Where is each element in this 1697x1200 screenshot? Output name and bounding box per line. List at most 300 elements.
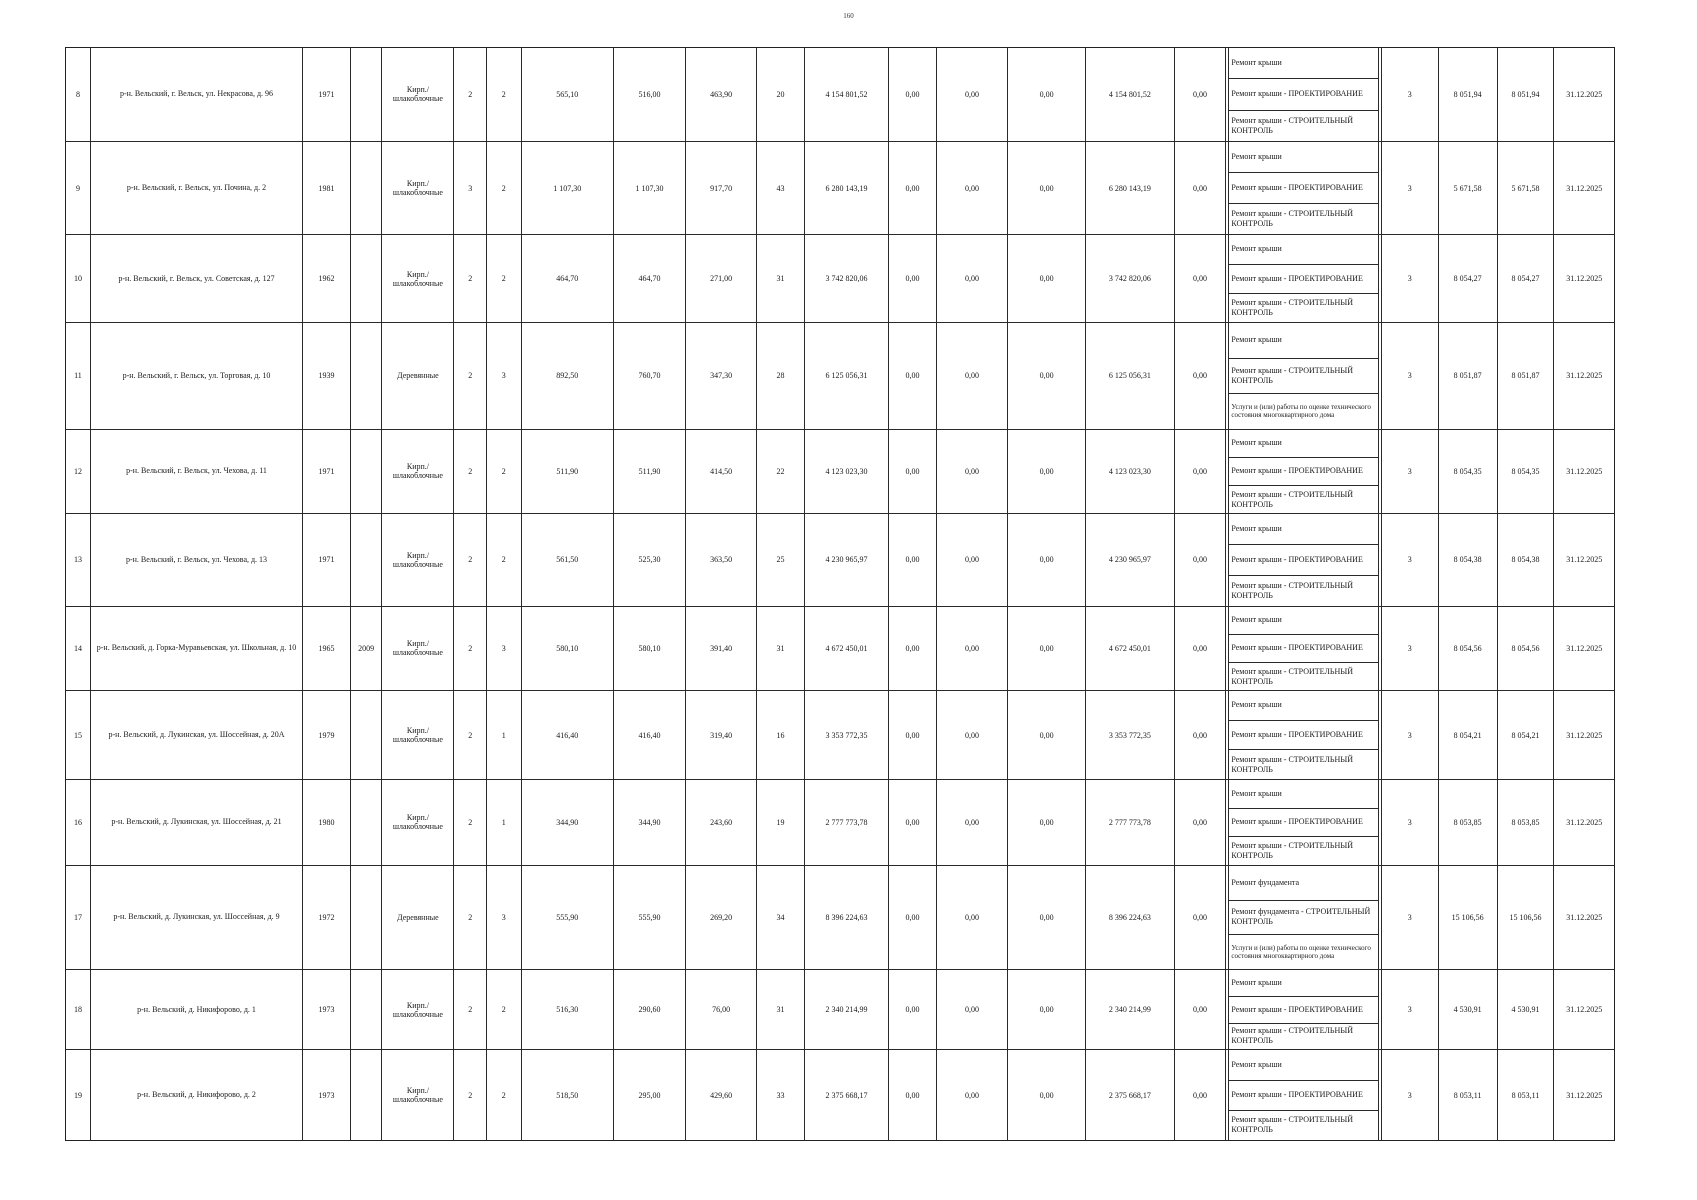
work-item: Ремонт крыши - ПРОЕКТИРОВАНИЕ [1229,173,1377,204]
total-cost-cell: 3 353 772,35 [804,691,888,780]
total-area-cell: 516,30 [521,970,613,1050]
unit-cost-cell: 8 054,56 [1438,606,1497,691]
unit-cost-cell: 8 053,11 [1438,1050,1497,1140]
entrances-cell: 3 [486,865,521,969]
fund-cost-cell: 0,00 [889,780,937,866]
unit-cost-cell: 8 051,94 [1438,48,1497,141]
works-cell [1226,1050,1381,1140]
address-cell: р-н. Вельский, д. Никифорово, д. 2 [90,1050,302,1140]
residential-area-cell: 295,00 [613,1050,685,1140]
work-item: Ремонт крыши - СТРОИТЕЛЬНЫЙ КОНТРОЛЬ [1231,841,1354,861]
local-budget-cell: 0,00 [1008,323,1086,430]
max-unit-cost-cell: 15 106,56 [1497,865,1554,969]
table-row [66,606,1614,691]
max-unit-cost-cell: 4 530,91 [1497,970,1554,1050]
residents-cell: 31 [757,606,805,691]
residents-cell: 19 [757,780,805,866]
total-cost-cell: 6 280 143,19 [804,141,888,234]
owners-funds-cell: 4 154 801,52 [1086,48,1174,141]
year-renovated-cell: 2009 [350,606,381,691]
residential-area-cell: 555,90 [613,865,685,969]
local-budget-cell: 0,00 [1008,48,1086,141]
fund-cost-cell: 0,00 [889,141,937,234]
priority-cell: 3 [1381,1050,1438,1140]
max-unit-cost-cell: 8 054,21 [1497,691,1554,780]
total-area-cell: 511,90 [521,429,613,514]
owners-funds-cell: 4 230 965,97 [1086,514,1174,606]
other-funds-cell: 0,00 [1174,970,1226,1050]
owned-area-cell: 243,60 [686,780,757,866]
residential-area-cell: 525,30 [613,514,685,606]
total-cost-cell: 4 154 801,52 [804,48,888,141]
residential-area-cell: 1 107,30 [613,141,685,234]
works-list [1228,866,1378,969]
row-number-cell: 17 [66,865,90,969]
total-area-cell: 416,40 [521,691,613,780]
deadline-cell: 31.12.2025 [1554,970,1614,1050]
entrances-cell: 2 [486,141,521,234]
other-funds-cell: 0,00 [1174,780,1226,866]
owned-area-cell: 319,40 [686,691,757,780]
residents-cell: 31 [757,235,805,323]
wall-material-cell: Кирп./ шлакоблочные [382,691,454,780]
max-unit-cost-cell: 8 054,56 [1497,606,1554,691]
year-built-cell: 1971 [303,429,351,514]
fund-cost-cell: 0,00 [889,970,937,1050]
entrances-cell: 2 [486,235,521,323]
year-built-cell: 1973 [303,970,351,1050]
table-row [66,865,1614,969]
deadline-cell: 31.12.2025 [1566,1090,1603,1100]
unit-cost-cell: 8 054,38 [1438,514,1497,606]
work-item: Ремонт крыши - ПРОЕКТИРОВАНИЕ [1229,809,1377,838]
residents-cell: 34 [757,865,805,969]
year-renovated-cell [350,141,381,234]
work-item: Ремонт фундамента [1229,866,1377,901]
other-funds-cell: 0,00 [1174,141,1226,234]
owners-funds-cell: 3 742 820,06 [1086,235,1174,323]
work-item: Ремонт крыши [1229,48,1377,79]
works-cell [1226,970,1381,1050]
owned-area-cell: 347,30 [686,323,757,430]
other-funds-cell: 0,00 [1174,606,1226,691]
deadline-cell: 31.12.2025 [1554,323,1614,430]
entrances-cell: 2 [486,48,521,141]
regional-budget-cell: 0,00 [936,780,1007,866]
deadline-cell: 31.12.2025 [1554,48,1614,141]
work-item: Ремонт крыши - СТРОИТЕЛЬНЫЙ КОНТРОЛЬ [1231,1115,1354,1135]
total-cost-cell: 3 742 820,06 [804,235,888,323]
wall-material-cell: Деревянные [382,323,454,430]
year-built-cell: 1980 [303,780,351,866]
owners-funds-cell: 2 375 668,17 [1086,1050,1174,1140]
address-cell: р-н. Вельский, д. Лукинская, ул. Шоссейная, д. 21 [90,780,302,866]
address-cell: р-н. Вельский, д. Лукинская, ул. Шоссейная, д. 9 [90,865,302,969]
max-unit-cost-cell: 8 053,85 [1497,780,1554,866]
owners-funds-cell: 6 280 143,19 [1086,141,1174,234]
address-cell: р-н. Вельский, г. Вельск, ул. Чехова, д. 11 [90,429,302,514]
residential-area-cell: 580,10 [613,606,685,691]
total-area-cell: 518,50 [521,1050,613,1140]
address-cell: р-н. Вельский, д. Горка-Муравьевская, ул. Школьная, д. 10 [90,606,302,691]
fund-cost-cell: 0,00 [889,235,937,323]
residents-cell: 25 [757,514,805,606]
owned-area-cell: 391,40 [686,606,757,691]
owned-area-cell: 271,00 [686,235,757,323]
fund-cost-cell: 0,00 [889,429,937,514]
row-number-cell: 15 [66,691,90,780]
entrances-cell: 2 [486,1050,521,1140]
deadline-cell: 31.12.2025 [1554,865,1614,969]
works-list [1228,430,1378,514]
work-item: Ремонт крыши [1229,691,1377,721]
table-row [66,48,1614,141]
works-cell [1226,48,1381,141]
total-cost-cell: 2 375 668,17 [804,1050,888,1140]
wall-material-cell: Кирп./ шлакоблочные [382,514,454,606]
residents-cell: 22 [757,429,805,514]
other-funds-cell: 0,00 [1174,691,1226,780]
year-built-cell: 1971 [303,514,351,606]
total-area-cell: 892,50 [521,323,613,430]
other-funds-cell: 0,00 [1174,429,1226,514]
work-item: Ремонт крыши [1229,235,1377,264]
regional-budget-cell: 0,00 [936,970,1007,1050]
works-list [1228,235,1378,322]
regional-budget-cell: 0,00 [936,141,1007,234]
owners-funds-cell: 3 353 772,35 [1086,691,1174,780]
wall-material-cell: Кирп./ шлакоблочные [382,235,454,323]
work-item: Ремонт крыши - ПРОЕКТИРОВАНИЕ [1229,997,1377,1024]
total-area-cell: 555,90 [521,865,613,969]
row-number-cell: 11 [66,323,90,430]
wall-material-cell: Кирп./ шлакоблочные [382,606,454,691]
floors-cell: 2 [454,780,487,866]
priority-cell: 3 [1381,970,1438,1050]
regional-budget-cell: 0,00 [936,606,1007,691]
works-list [1228,970,1378,1049]
residential-area-cell: 344,90 [613,780,685,866]
entrances-cell: 2 [486,514,521,606]
owned-area-cell: 269,20 [686,865,757,969]
other-funds-cell: 0,00 [1174,48,1226,141]
residential-area-cell: 290,60 [613,970,685,1050]
priority-cell: 3 [1381,48,1438,141]
address-cell: р-н. Вельский, г. Вельск, ул. Почина, д. 2 [90,141,302,234]
unit-cost-cell: 8 054,27 [1438,235,1497,323]
priority-cell: 3 [1381,235,1438,323]
max-unit-cost-cell: 8 051,94 [1497,48,1554,141]
floors-cell: 2 [454,970,487,1050]
local-budget-cell: 0,00 [1008,865,1086,969]
work-item: Ремонт крыши - ПРОЕКТИРОВАНИЕ [1229,79,1377,110]
unit-cost-cell: 8 054,21 [1438,691,1497,780]
table-row [66,235,1614,323]
wall-material-cell: Кирп./ шлакоблочные [382,970,454,1050]
year-built-cell: 1973 [303,1050,351,1140]
works-cell [1226,865,1381,969]
work-item: Ремонт крыши [1229,970,1377,997]
deadline-cell: 31.12.2025 [1554,780,1614,866]
owned-area-cell: 76,00 [686,970,757,1050]
works-list [1228,691,1378,779]
owned-area-cell: 363,50 [686,514,757,606]
priority-cell: 3 [1381,780,1438,866]
row-number-cell: 9 [66,141,90,234]
works-list [1228,780,1378,865]
floors-cell: 2 [454,323,487,430]
wall-material-cell: Кирп./ шлакоблочные [382,429,454,514]
regional-budget-cell: 0,00 [936,865,1007,969]
local-budget-cell: 0,00 [1008,1050,1086,1140]
year-renovated-cell [350,691,381,780]
year-built-cell: 1972 [303,865,351,969]
work-item: Ремонт крыши - СТРОИТЕЛЬНЫЙ КОНТРОЛЬ [1229,359,1377,395]
local-budget-cell: 0,00 [1008,691,1086,780]
works-cell [1226,606,1381,691]
floors-cell: 2 [454,865,487,969]
deadline-cell: 31.12.2025 [1554,141,1614,234]
max-unit-cost-cell: 8 053,11 [1497,1050,1554,1140]
owners-funds-cell: 4 672 450,01 [1086,606,1174,691]
work-item: Услуги и (или) работы по оценке технического состояния многоквартирного дома [1231,403,1371,420]
works-cell [1226,429,1381,514]
fund-cost-cell: 0,00 [889,514,937,606]
row-number-cell: 8 [66,48,90,141]
row-number-cell: 13 [66,514,90,606]
wall-material-cell: Кирп./ шлакоблочные [382,141,454,234]
year-built-cell: 1979 [303,691,351,780]
row-number-cell: 14 [66,606,90,691]
unit-cost-cell: 8 051,87 [1438,323,1497,430]
year-built-cell: 1981 [303,141,351,234]
work-item: Ремонт фундамента - СТРОИТЕЛЬНЫЙ КОНТРОЛЬ [1229,901,1377,936]
local-budget-cell: 0,00 [1008,141,1086,234]
row-number-cell: 18 [66,970,90,1050]
work-item: Ремонт крыши - СТРОИТЕЛЬНЫЙ КОНТРОЛЬ [1231,1026,1354,1046]
row-number-cell: 19 [66,1050,90,1140]
floors-cell: 2 [454,514,487,606]
address-cell: р-н. Вельский, г. Вельск, ул. Некрасова, д. 96 [90,48,302,141]
residential-area-cell: 516,00 [613,48,685,141]
fund-cost-cell: 0,00 [889,48,937,141]
priority-cell: 3 [1381,691,1438,780]
total-cost-cell: 6 125 056,31 [804,323,888,430]
year-built-cell: 1962 [303,235,351,323]
table-row [66,323,1614,430]
year-renovated-cell [350,235,381,323]
floors-cell: 2 [454,606,487,691]
total-cost-cell: 4 672 450,01 [804,606,888,691]
work-item: Ремонт крыши - ПРОЕКТИРОВАНИЕ [1229,721,1377,751]
work-item: Ремонт крыши - ПРОЕКТИРОВАНИЕ [1229,265,1377,294]
residents-cell: 28 [757,323,805,430]
floors-cell: 2 [454,691,487,780]
floors-cell: 2 [454,48,487,141]
work-item: Ремонт крыши [1229,430,1377,458]
work-item: Ремонт крыши - СТРОИТЕЛЬНЫЙ КОНТРОЛЬ [1231,580,1354,600]
owned-area-cell: 917,70 [686,141,757,234]
year-built-cell: 1939 [303,323,351,430]
residents-cell: 33 [757,1050,805,1140]
work-item: Ремонт крыши [1229,1050,1377,1080]
fund-cost-cell: 0,00 [889,1050,937,1140]
year-renovated-cell [350,48,381,141]
work-item: Ремонт крыши - СТРОИТЕЛЬНЫЙ КОНТРОЛЬ [1231,666,1354,686]
total-area-cell: 561,50 [521,514,613,606]
works-list [1228,1050,1378,1140]
entrances-cell: 3 [486,323,521,430]
local-budget-cell: 0,00 [1008,235,1086,323]
year-renovated-cell [350,429,381,514]
unit-cost-cell: 15 106,56 [1438,865,1497,969]
works-cell [1226,691,1381,780]
works-list [1228,48,1378,141]
work-item: Ремонт крыши - СТРОИТЕЛЬНЫЙ КОНТРОЛЬ [1231,297,1354,317]
year-renovated-cell [350,514,381,606]
entrances-cell: 3 [486,606,521,691]
local-budget-cell: 0,00 [1008,429,1086,514]
table-row [66,141,1614,234]
year-built-cell: 1965 [303,606,351,691]
priority-cell: 3 [1381,429,1438,514]
floors-cell: 3 [454,141,487,234]
residents-cell: 31 [757,970,805,1050]
priority-cell: 3 [1381,606,1438,691]
works-list [1228,142,1378,234]
total-cost-cell: 4 230 965,97 [804,514,888,606]
owned-area-cell: 463,90 [686,48,757,141]
page-number: 160 [843,12,854,20]
works-list [1228,323,1378,429]
fund-cost-cell: 0,00 [889,323,937,430]
priority-cell: 3 [1381,323,1438,430]
works-cell [1226,514,1381,606]
deadline-cell: 31.12.2025 [1554,514,1614,606]
work-item: Ремонт крыши - СТРОИТЕЛЬНЫЙ КОНТРОЛЬ [1231,489,1354,509]
wall-material-cell: Кирп./ шлакоблочные [382,780,454,866]
other-funds-cell: 0,00 [1174,865,1226,969]
other-funds-cell: 0,00 [1174,514,1226,606]
address-cell: р-н. Вельский, г. Вельск, ул. Чехова, д. 13 [90,514,302,606]
unit-cost-cell: 5 671,58 [1438,141,1497,234]
year-renovated-cell [350,865,381,969]
total-area-cell: 565,10 [521,48,613,141]
total-area-cell: 464,70 [521,235,613,323]
floors-cell: 2 [454,429,487,514]
unit-cost-cell: 8 054,35 [1438,429,1497,514]
priority-cell: 3 [1381,141,1438,234]
table-row [66,429,1614,514]
total-cost-cell: 2 777 773,78 [804,780,888,866]
entrances-cell: 2 [486,429,521,514]
max-unit-cost-cell: 8 054,35 [1497,429,1554,514]
row-number-cell: 16 [66,780,90,866]
residents-cell: 20 [757,48,805,141]
total-cost-cell: 8 396 224,63 [804,865,888,969]
capital-repair-table [65,47,1615,1141]
entrances-cell: 2 [486,970,521,1050]
local-budget-cell: 0,00 [1008,514,1086,606]
wall-material-cell: Кирп./ шлакоблочные [382,48,454,141]
work-item: Ремонт крыши [1229,607,1377,635]
owners-funds-cell: 2 340 214,99 [1086,970,1174,1050]
year-built-cell: 1971 [303,48,351,141]
total-area-cell: 1 107,30 [521,141,613,234]
work-item: Ремонт крыши - СТРОИТЕЛЬНЫЙ КОНТРОЛЬ [1231,115,1354,135]
residents-cell: 43 [757,141,805,234]
local-budget-cell: 0,00 [1008,780,1086,866]
total-cost-cell: 4 123 023,30 [804,429,888,514]
other-funds-cell: 0,00 [1174,323,1226,430]
residents-cell: 16 [757,691,805,780]
wall-material-cell: Кирп./ шлакоблочные [382,1050,454,1140]
regional-budget-cell: 0,00 [936,514,1007,606]
table-row [66,780,1614,866]
table-row [66,514,1614,606]
residential-area-cell: 511,90 [613,429,685,514]
max-unit-cost-cell: 5 671,58 [1497,141,1554,234]
work-item: Ремонт крыши - ПРОЕКТИРОВАНИЕ [1229,458,1377,486]
address-cell: р-н. Вельский, г. Вельск, ул. Советская, д. 127 [90,235,302,323]
address-cell: р-н. Вельский, г. Вельск, ул. Торговая, д. 10 [90,323,302,430]
work-item: Ремонт крыши - ПРОЕКТИРОВАНИЕ [1229,545,1377,576]
regional-budget-cell: 0,00 [936,429,1007,514]
table-row [66,970,1614,1050]
residential-area-cell: 760,70 [613,323,685,430]
work-item: Ремонт крыши - СТРОИТЕЛЬНЫЙ КОНТРОЛЬ [1231,754,1354,774]
regional-budget-cell: 0,00 [936,48,1007,141]
work-item: Услуги и (или) работы по оценке технического состояния многоквартирного дома [1231,944,1371,961]
residential-area-cell: 464,70 [613,235,685,323]
entrances-cell: 1 [486,780,521,866]
row-number-cell: 10 [66,235,90,323]
max-unit-cost-cell: 8 054,27 [1497,235,1554,323]
total-area-cell: 344,90 [521,780,613,866]
owners-funds-cell: 4 123 023,30 [1086,429,1174,514]
floors-cell: 2 [454,1050,487,1140]
works-list [1228,514,1378,605]
owners-funds-cell: 6 125 056,31 [1086,323,1174,430]
regional-budget-cell: 0,00 [936,691,1007,780]
deadline-cell: 31.12.2025 [1554,691,1614,780]
local-budget-cell: 0,00 [1008,606,1086,691]
max-unit-cost-cell: 8 054,38 [1497,514,1554,606]
address-cell: р-н. Вельский, д. Никифорово, д. 1 [90,970,302,1050]
unit-cost-cell: 4 530,91 [1438,970,1497,1050]
owners-funds-cell: 8 396 224,63 [1086,865,1174,969]
priority-cell: 3 [1381,865,1438,969]
work-item: Ремонт крыши [1229,780,1377,809]
owners-funds-cell: 2 777 773,78 [1086,780,1174,866]
entrances-cell: 1 [486,691,521,780]
work-item: Ремонт крыши [1229,323,1377,359]
works-cell [1226,235,1381,323]
regional-budget-cell: 0,00 [936,1050,1007,1140]
table-row [66,691,1614,780]
regional-budget-cell: 0,00 [936,323,1007,430]
deadline-cell: 31.12.2025 [1554,606,1614,691]
owned-area-cell: 414,50 [686,429,757,514]
local-budget-cell: 0,00 [1008,970,1086,1050]
priority-cell: 3 [1381,514,1438,606]
works-cell [1226,141,1381,234]
year-renovated-cell [350,323,381,430]
work-item: Ремонт крыши - ПРОЕКТИРОВАНИЕ [1229,635,1377,663]
works-cell [1226,780,1381,866]
total-area-cell: 580,10 [521,606,613,691]
work-item: Ремонт крыши [1229,514,1377,545]
